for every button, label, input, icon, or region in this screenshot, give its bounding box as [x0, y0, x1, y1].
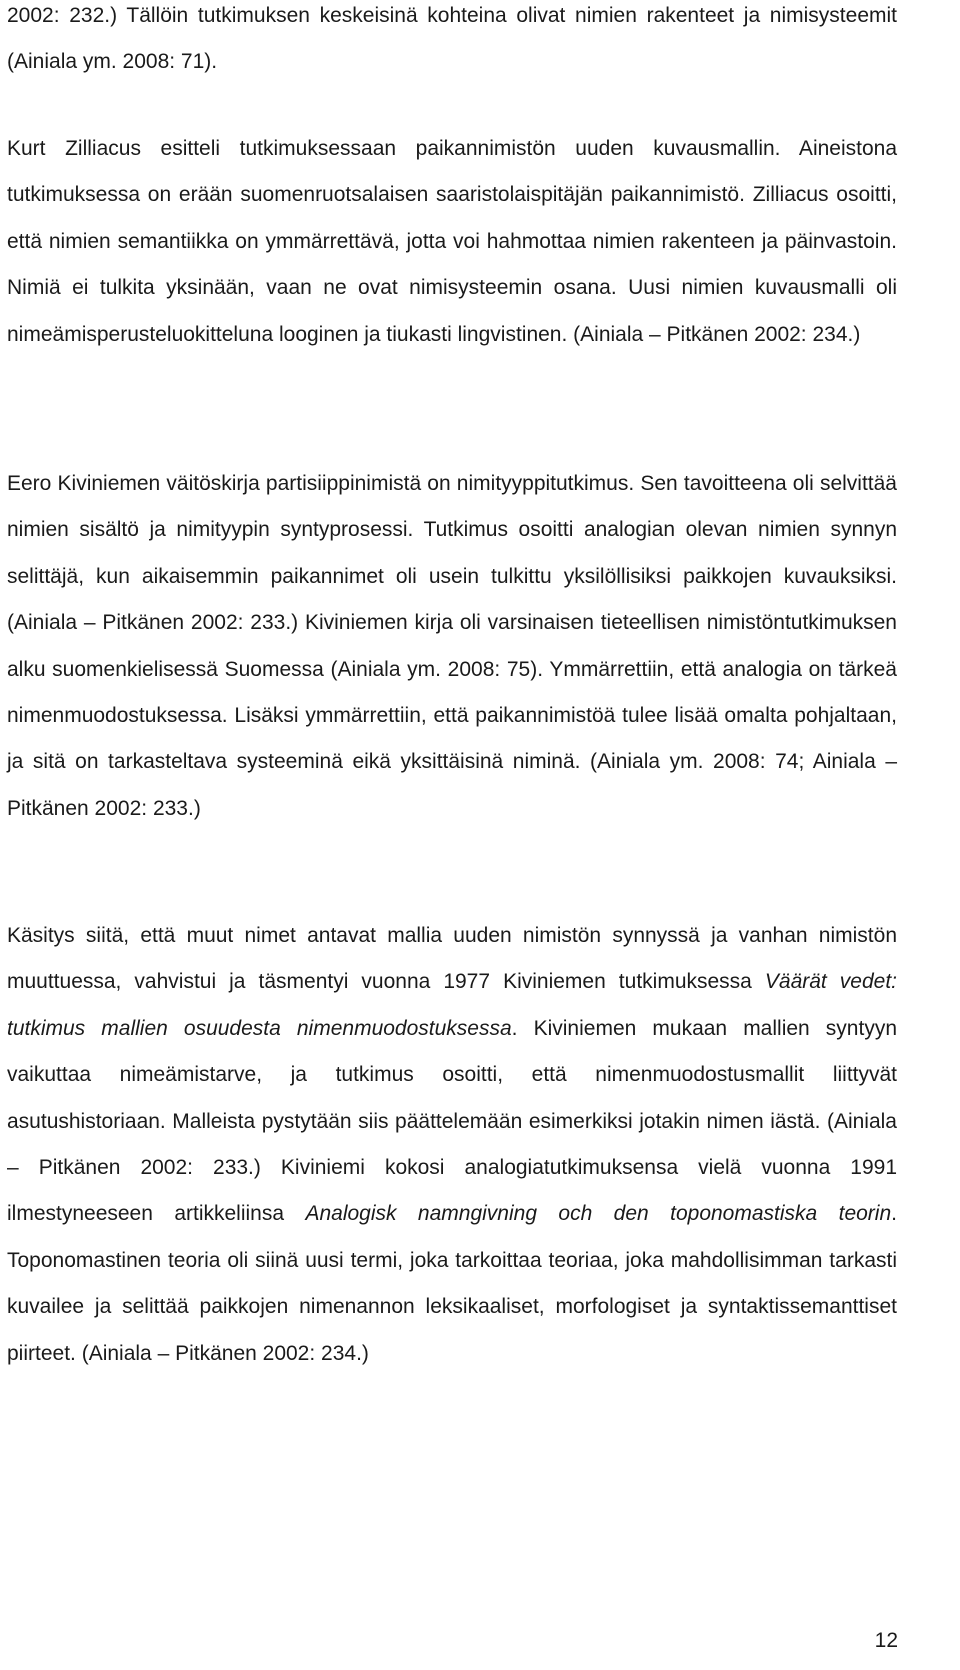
paragraph-1 [7, 0, 897, 86]
paragraph-4-text-c: . Toponomastinen teoria oli siinä uusi termi, joka tarkoittaa teoriaa, joka mahdollisimman tarkasti kuvailee ja selittää paikkojen nimenannon leksikaaliset, morfologiset ja syntaktissemanttiset piirteet. (Ainiala – Pitkänen 2002: 234.) [7, 1202, 897, 1365]
paragraph-4-text-b: . Kiviniemen mukaan mallien syntyyn vaikuttaa nimeämistarve, ja tutkimus osoitti, että nimenmuodostusmallit liittyvät asutushistoriaan. Malleista pystytään siis päättelemään esimerkiksi jotakin nimen iästä. (Ainiala – Pitkänen 2002: 233.) Kiviniemi kokosi analogiatutkimuksensa vielä vuonna 1991 ilmestyneeseen artikkeliinsa [7, 1016, 897, 1226]
page-number: 12 [874, 1629, 898, 1652]
paragraph-4 [7, 913, 897, 1377]
paragraph-2 [7, 126, 897, 358]
book-title-vaarat-vedet: Väärät vedet: tutkimus mallien osuudesta nimenmuodostuksessa [7, 970, 897, 1040]
paragraph-1-text: 2002: 232.) Tällöin tutkimuksen keskeisinä kohteina olivat nimien rakenteet ja nimisysteemit (Ainiala ym. 2008: 71). [7, 4, 897, 74]
article-title-analogisk-namngivning: Analogisk namngivning och den toponomastiska teorin [305, 1202, 892, 1226]
paragraph-2-text: Kurt Zilliacus esitteli tutkimuksessaan paikannimistön uuden kuvausmallin. Aineistona tutkimuksessa on erään suomenruotsalaisen saaristolaispitäjän paikannimistö. Zilliacus osoitti, että nimien semantiikka on ymmärrettävä, jotta voi hahmottaa nimien rakenteen ja päinvastoin. Nimiä ei tulkita yksinään, vaan ne ovat nimisysteemin osana. Uusi nimien kuvausmalli oli nimeämisperusteluokitteluna looginen ja tiukasti lingvistinen. (Ainiala – Pitkänen 2002: 234.) [7, 137, 897, 346]
paragraph-4-text-a: Käsitys siitä, että muut nimet antavat mallia uuden nimistön synnyssä ja vanhan nimistön muuttuessa, vahvistui ja täsmentyi vuonna 1977 Kiviniemen tutkimuksessa [7, 924, 897, 994]
paragraph-3 [7, 461, 897, 832]
paragraph-3-text: Eero Kiviniemen väitöskirja partisiippinimistä on nimityyppitutkimus. Sen tavoitteena oli selvittää nimien sisältö ja nimityypin syntyprosessi. Tutkimus osoitti analogian olevan nimien synnyn selittäjä, kun aikaisemmin paikannimet oli usein tulkittu yksilöllisiksi paikkojen kuvauksiksi. (Ainiala – Pitkänen 2002: 233.) Kiviniemen kirja oli varsinaisen tieteellisen nimistöntutkimuksen alku suomenkielisessä Suomessa (Ainiala ym. 2008: 75). Ymmärrettiin, että analogia on tärkeä nimenmuodostuksessa. Lisäksi ymmärrettiin, että paikannimistöä tulee lisää omalta pohjaltaan, ja sitä on tarkasteltava systeeminä eikä yksittäisinä niminä. (Ainiala ym. 2008: 74; Ainiala – Pitkänen 2002: 233.) [7, 472, 897, 820]
